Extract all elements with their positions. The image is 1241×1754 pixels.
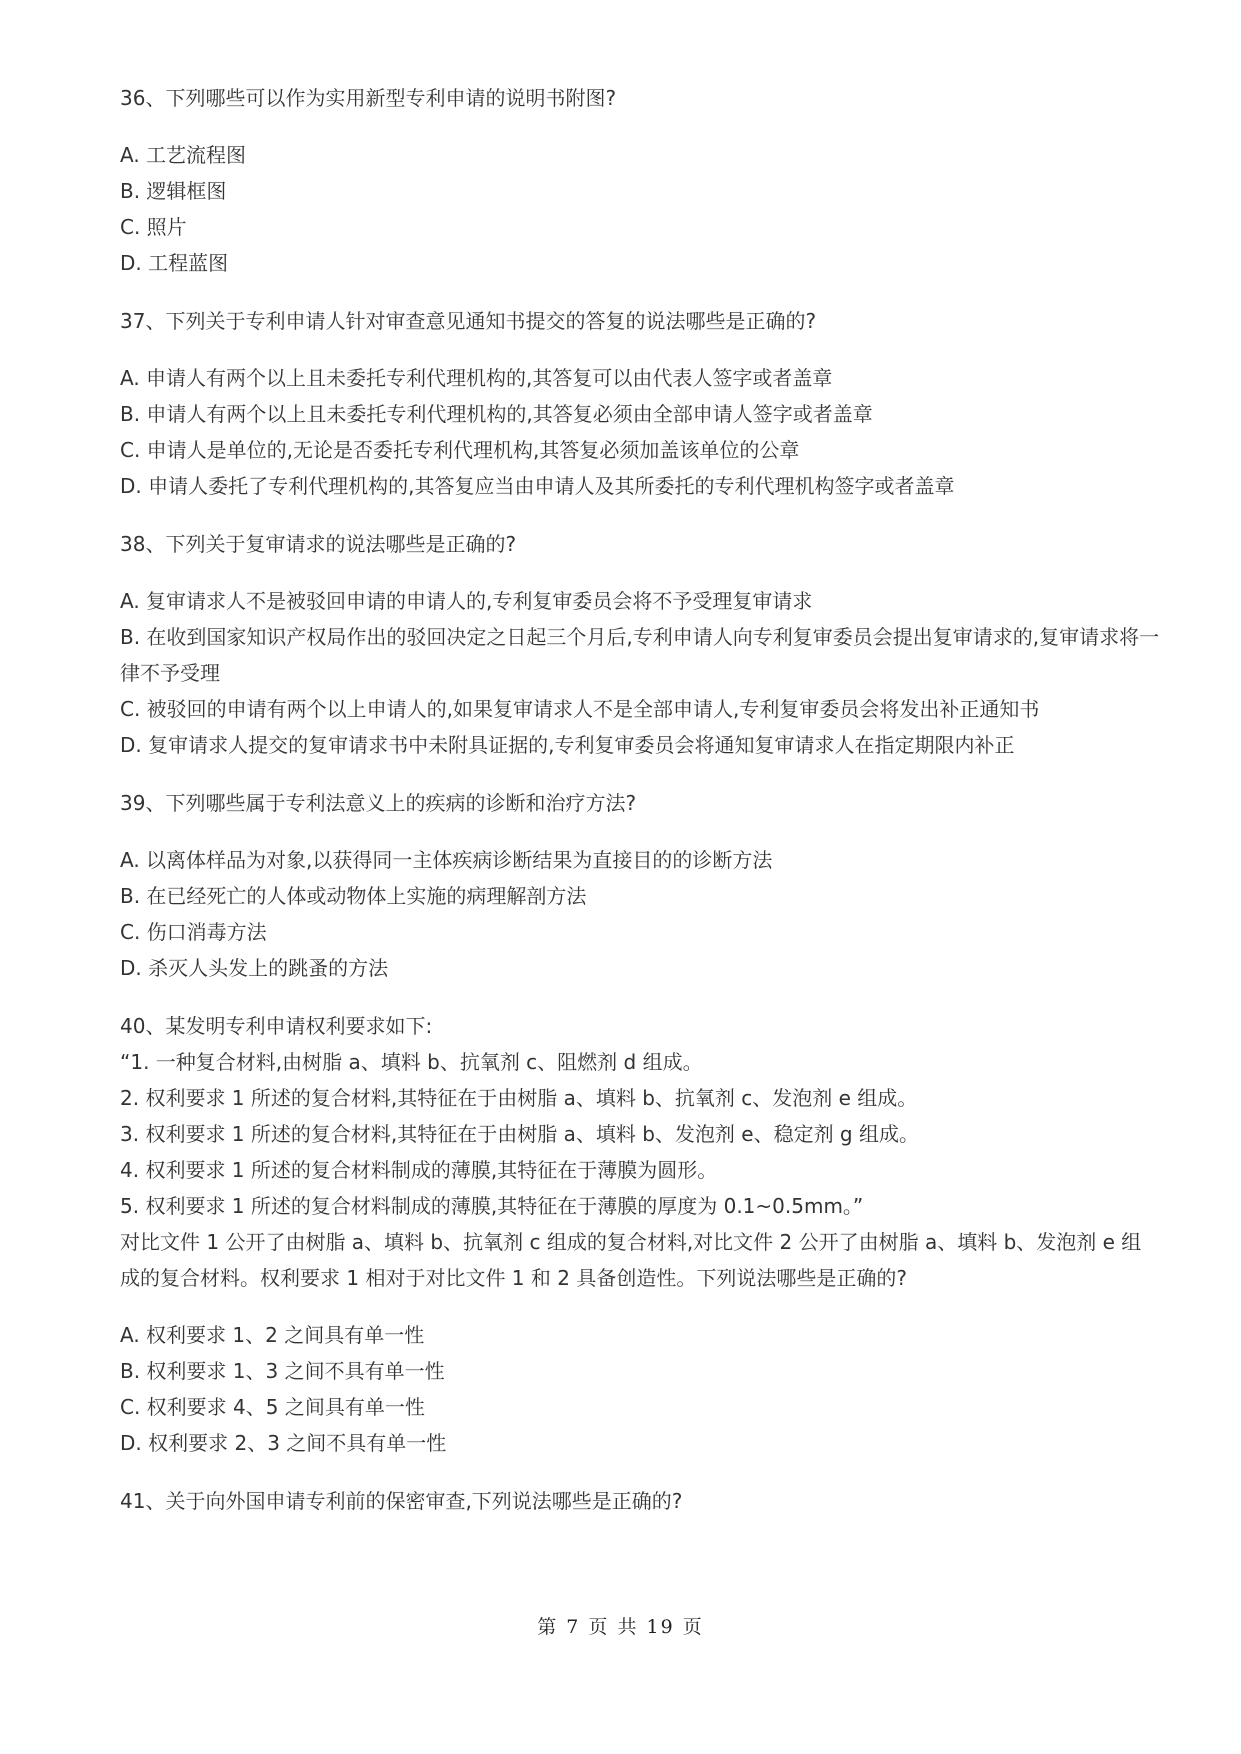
option-a: A. 工艺流程图: [120, 143, 247, 167]
question-37: [120, 303, 1160, 504]
option-b: B. 逻辑框图: [120, 179, 227, 203]
page-content: [120, 80, 1160, 1541]
question-stem: 36、下列哪些可以作为实用新型专利申请的说明书附图?: [120, 86, 617, 110]
question-stem: 38、下列关于复审请求的说法哪些是正确的?: [120, 532, 517, 556]
option-c: C. 权利要求 4、5 之间具有单一性: [120, 1395, 425, 1419]
option-a: A. 权利要求 1、2 之间具有单一性: [120, 1323, 425, 1347]
claims-block: [120, 1044, 1160, 1224]
claim-1: “1. 一种复合材料,由树脂 a、填料 b、抗氧剂 c、阻燃剂 d 组成。: [120, 1050, 703, 1074]
question-stem: 37、下列关于专利申请人针对审查意见通知书提交的答复的说法哪些是正确的?: [120, 309, 817, 333]
question-context: 对比文件 1 公开了由树脂 a、填料 b、抗氧剂 c 组成的复合材料,对比文件 2 公开了由树脂 a、填料 b、发泡剂 e 组成的复合材料。权利要求 1 相对于对比文件 1 和 2 具备创造性。下列说法哪些是正确的?: [120, 1230, 1142, 1290]
option-d: D. 复审请求人提交的复审请求书中未附具证据的,专利复审委员会将通知复审请求人在指定期限内补正: [120, 733, 1015, 757]
option-c: C. 申请人是单位的,无论是否委托专利代理机构,其答复必须加盖该单位的公章: [120, 438, 800, 462]
question-41: [120, 1483, 1160, 1519]
option-d: D. 杀灭人头发上的跳蚤的方法: [120, 956, 389, 980]
question-36: [120, 80, 1160, 281]
claim-5: 5. 权利要求 1 所述的复合材料制成的薄膜,其特征在于薄膜的厚度为 0.1~0.5mm。”: [120, 1194, 864, 1218]
question-38: [120, 526, 1160, 763]
option-c: C. 照片: [120, 215, 187, 239]
option-a: A. 申请人有两个以上且未委托专利代理机构的,其答复可以由代表人签字或者盖章: [120, 366, 833, 390]
option-d: D. 权利要求 2、3 之间不具有单一性: [120, 1431, 447, 1455]
question-40: [120, 1008, 1160, 1461]
option-a: A. 以离体样品为对象,以获得同一主体疾病诊断结果为直接目的的诊断方法: [120, 848, 773, 872]
option-b: B. 权利要求 1、3 之间不具有单一性: [120, 1359, 445, 1383]
option-b: B. 在收到国家知识产权局作出的驳回决定之日起三个月后,专利申请人向专利复审委员会提出复审请求的,复审请求将一律不予受理: [120, 625, 1160, 685]
question-stem: 41、关于向外国申请专利前的保密审查,下列说法哪些是正确的?: [120, 1489, 683, 1513]
question-stem: 39、下列哪些属于专利法意义上的疾病的诊断和治疗方法?: [120, 791, 637, 815]
option-c: C. 被驳回的申请有两个以上申请人的,如果复审请求人不是全部申请人,专利复审委员会将发出补正通知书: [120, 697, 1040, 721]
option-a: A. 复审请求人不是被驳回申请的申请人的,专利复审委员会将不予受理复审请求: [120, 589, 813, 613]
question-stem: 40、某发明专利申请权利要求如下:: [120, 1014, 433, 1038]
question-39: [120, 785, 1160, 986]
claim-2: 2. 权利要求 1 所述的复合材料,其特征在于由树脂 a、填料 b、抗氧剂 c、发泡剂 e 组成。: [120, 1086, 918, 1110]
option-c: C. 伤口消毒方法: [120, 920, 267, 944]
page-footer: 第 7 页 共 19 页: [537, 1616, 704, 1638]
option-b: B. 申请人有两个以上且未委托专利代理机构的,其答复必须由全部申请人签字或者盖章: [120, 402, 873, 426]
claim-4: 4. 权利要求 1 所述的复合材料制成的薄膜,其特征在于薄膜为圆形。: [120, 1158, 718, 1182]
option-b: B. 在已经死亡的人体或动物体上实施的病理解剖方法: [120, 884, 587, 908]
claim-3: 3. 权利要求 1 所述的复合材料,其特征在于由树脂 a、填料 b、发泡剂 e、稳定剂 g 组成。: [120, 1122, 919, 1146]
option-d: D. 申请人委托了专利代理机构的,其答复应当由申请人及其所委托的专利代理机构签字或者盖章: [120, 474, 955, 498]
option-d: D. 工程蓝图: [120, 251, 229, 275]
